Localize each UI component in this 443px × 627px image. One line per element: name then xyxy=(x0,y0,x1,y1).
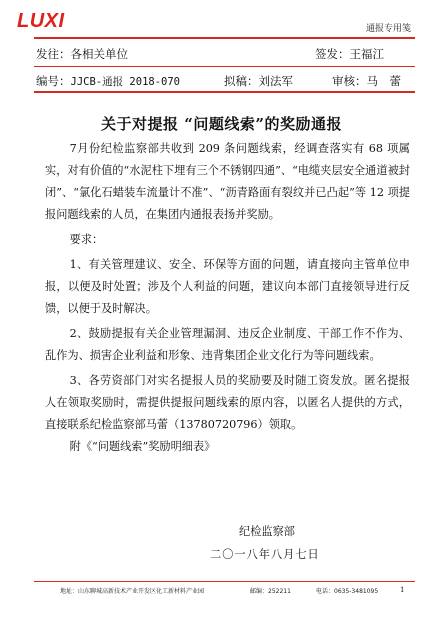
signer-label: 签发： xyxy=(315,47,350,61)
footer-postcode: 邮编：252211 xyxy=(250,588,291,595)
footer-divider xyxy=(34,581,415,582)
signer-value: 王福江 xyxy=(349,47,384,61)
document-number-label: 编号： xyxy=(36,74,71,88)
attachment-note: 附《“问题线索”奖励明细表》 xyxy=(69,440,216,453)
document-type-label: 通报专用笺 xyxy=(365,24,411,34)
header-bottom-divider xyxy=(34,91,415,93)
document-number-row xyxy=(36,73,180,89)
footer-address: 地址：山东聊城高新技术产业开发区化工新材料产业园 xyxy=(60,588,205,595)
send-to-label: 发往： xyxy=(36,47,71,61)
reviewer-value: 马 蕾 xyxy=(366,74,401,88)
requirements-label: 要求： xyxy=(69,233,104,246)
header-row-divider xyxy=(34,66,415,67)
issuing-department: 纪检监察部 xyxy=(239,525,295,538)
drafter-value: 刘法军 xyxy=(258,74,293,88)
send-to-row xyxy=(36,46,128,62)
reviewer-label: 审核： xyxy=(332,74,367,88)
document-body xyxy=(45,138,410,458)
intro-paragraph: 7月份纪检监察部共收到 209 条问题线索，经调查落实有 68 项属实，对有价值的“水泥柱下埋有三个不锈钢四通”、“电缆夹层安全通道被封闭”、“氯化石蜡装车流量计不准”、“沥青路面有裂纹并已凸起”等 12 项提报问题线索的人员，在集团内通报表扬并奖励。 xyxy=(45,142,410,221)
issue-date: 二〇一八年八月七日 xyxy=(210,548,320,561)
requirement-item-3: 3、各劳资部门对实名提报人员的奖励要及时随工资发放。匿名提报人在领取奖励时，需提供提报问题线索的原内容，以匿名人提供的方式，直接联系纪检监察部马蕾（13780720796）领取。 xyxy=(45,374,410,431)
send-to-value: 各相关单位 xyxy=(70,47,128,61)
header-divider xyxy=(34,37,415,39)
requirement-item-2: 2、鼓励提报有关企业管理漏洞、违反企业制度、干部工作不作为、乱作为、损害企业利益和形象、违背集团企业文化行为等问题线索。 xyxy=(45,327,410,362)
drafter-label: 拟稿： xyxy=(224,74,259,88)
signer-row xyxy=(315,46,384,62)
company-logo: LUXI xyxy=(17,10,65,32)
page-number: 1 xyxy=(400,586,405,594)
requirement-item-1: 1、有关管理建议、安全、环保等方面的问题，请直接向主管单位申报，以便及时处置；涉及个人利益的问题，建议向本部门直接领导进行反馈，以便于及时解决。 xyxy=(45,258,410,315)
drafter-row xyxy=(224,73,293,89)
footer-phone: 电话：0635-3481095 xyxy=(316,588,379,595)
document-number: JJCB-通报 2018-070 xyxy=(70,76,181,88)
document-title: 关于对提报 “问题线索”的奖励通报 xyxy=(101,115,342,133)
reviewer-row xyxy=(332,73,401,89)
